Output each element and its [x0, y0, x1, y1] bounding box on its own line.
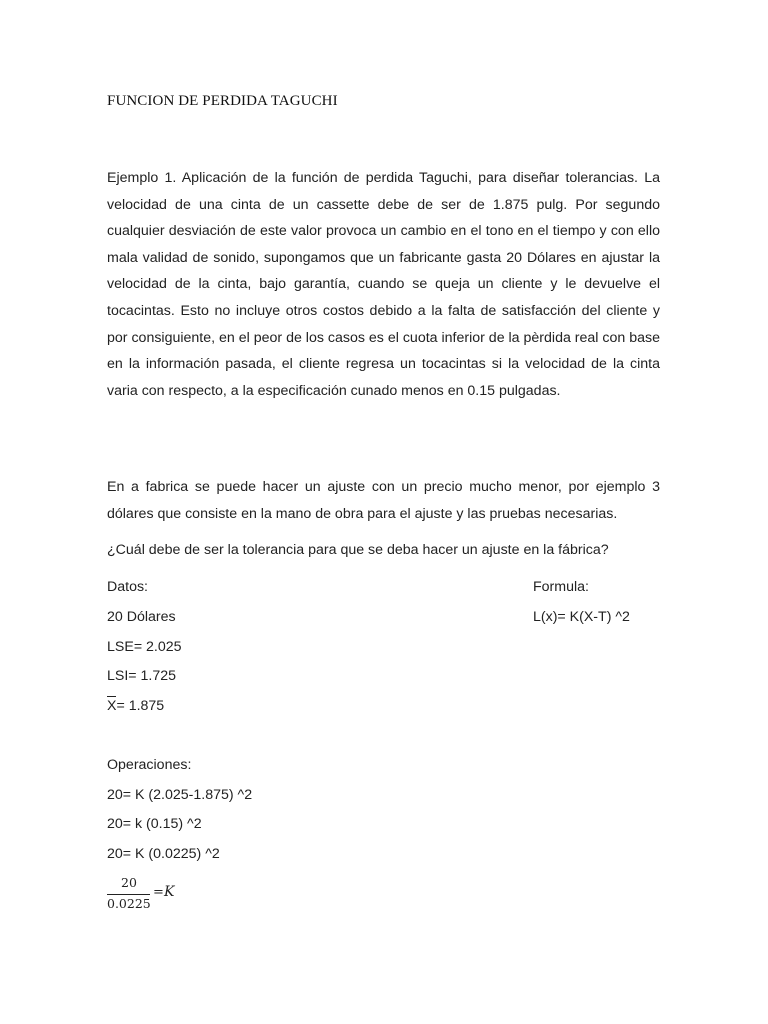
datos-lse: LSE= 2.025 — [107, 639, 182, 655]
fraction-numerator: 20 — [121, 875, 137, 890]
question-text: ¿Cuál debe de ser la tolerancia para que se deba hacer un ajuste en la fábrica? — [107, 542, 609, 558]
fraction-result: K — [164, 884, 175, 900]
datos-xbar — [107, 698, 164, 714]
formula-heading: Formula: — [533, 579, 589, 595]
formula-expression: L(x)= K(X-T) ^2 — [533, 609, 630, 625]
xbar-value: = 1.875 — [116, 698, 165, 714]
datos-heading: Datos: — [107, 579, 149, 595]
operaciones-heading: Operaciones: — [107, 757, 192, 773]
fraction-bar — [107, 894, 150, 895]
datos-cost: 20 Dólares — [107, 609, 176, 625]
fraction-denominator: 0.0225 — [107, 896, 151, 911]
factory-paragraph: En a fabrica se puede hacer un ajuste con un precio mucho menor, por ejemplo 3 dólares que consiste en la mano de obra para el ajuste y las pruebas necesarias. — [107, 479, 660, 522]
operation-step-3: 20= K (0.0225) ^2 — [107, 846, 220, 862]
operation-step-2: 20= k (0.15) ^2 — [107, 816, 202, 832]
xbar-symbol: X — [107, 698, 117, 714]
datos-lsi: LSI= 1.725 — [107, 668, 177, 684]
operation-step-1: 20= K (2.025-1.875) ^2 — [107, 787, 253, 803]
example-paragraph: Ejemplo 1. Aplicación de la función de perdida Taguchi, para diseñar tolerancias. La velocidad de una cinta de un cassette debe de ser de 1.875 pulg. Por segundo cualquier desviación de este valor provoca un cambio en el tono en el tiempo y con ello mala validad de sonido, supongamos que un fabricante gasta 20 Dólares en ajustar la velocidad de la cinta, bajo garantía, cuando se queja un cliente y le devuelve el tocacintas. Esto no incluye otros costos debido a la falta de satisfacción del cliente y por consiguiente, en el peor de los casos es el cuota inferior de la pèrdida real con base en la información pasada, el cliente regresa un tocacintas si la velocidad de la cinta varia con respecto, a la especificación cunado menos en 0.15 pulgadas. — [107, 170, 660, 399]
document-title: FUNCION DE PERDIDA TAGUCHI — [107, 93, 338, 109]
fraction-equals: = — [153, 885, 164, 900]
